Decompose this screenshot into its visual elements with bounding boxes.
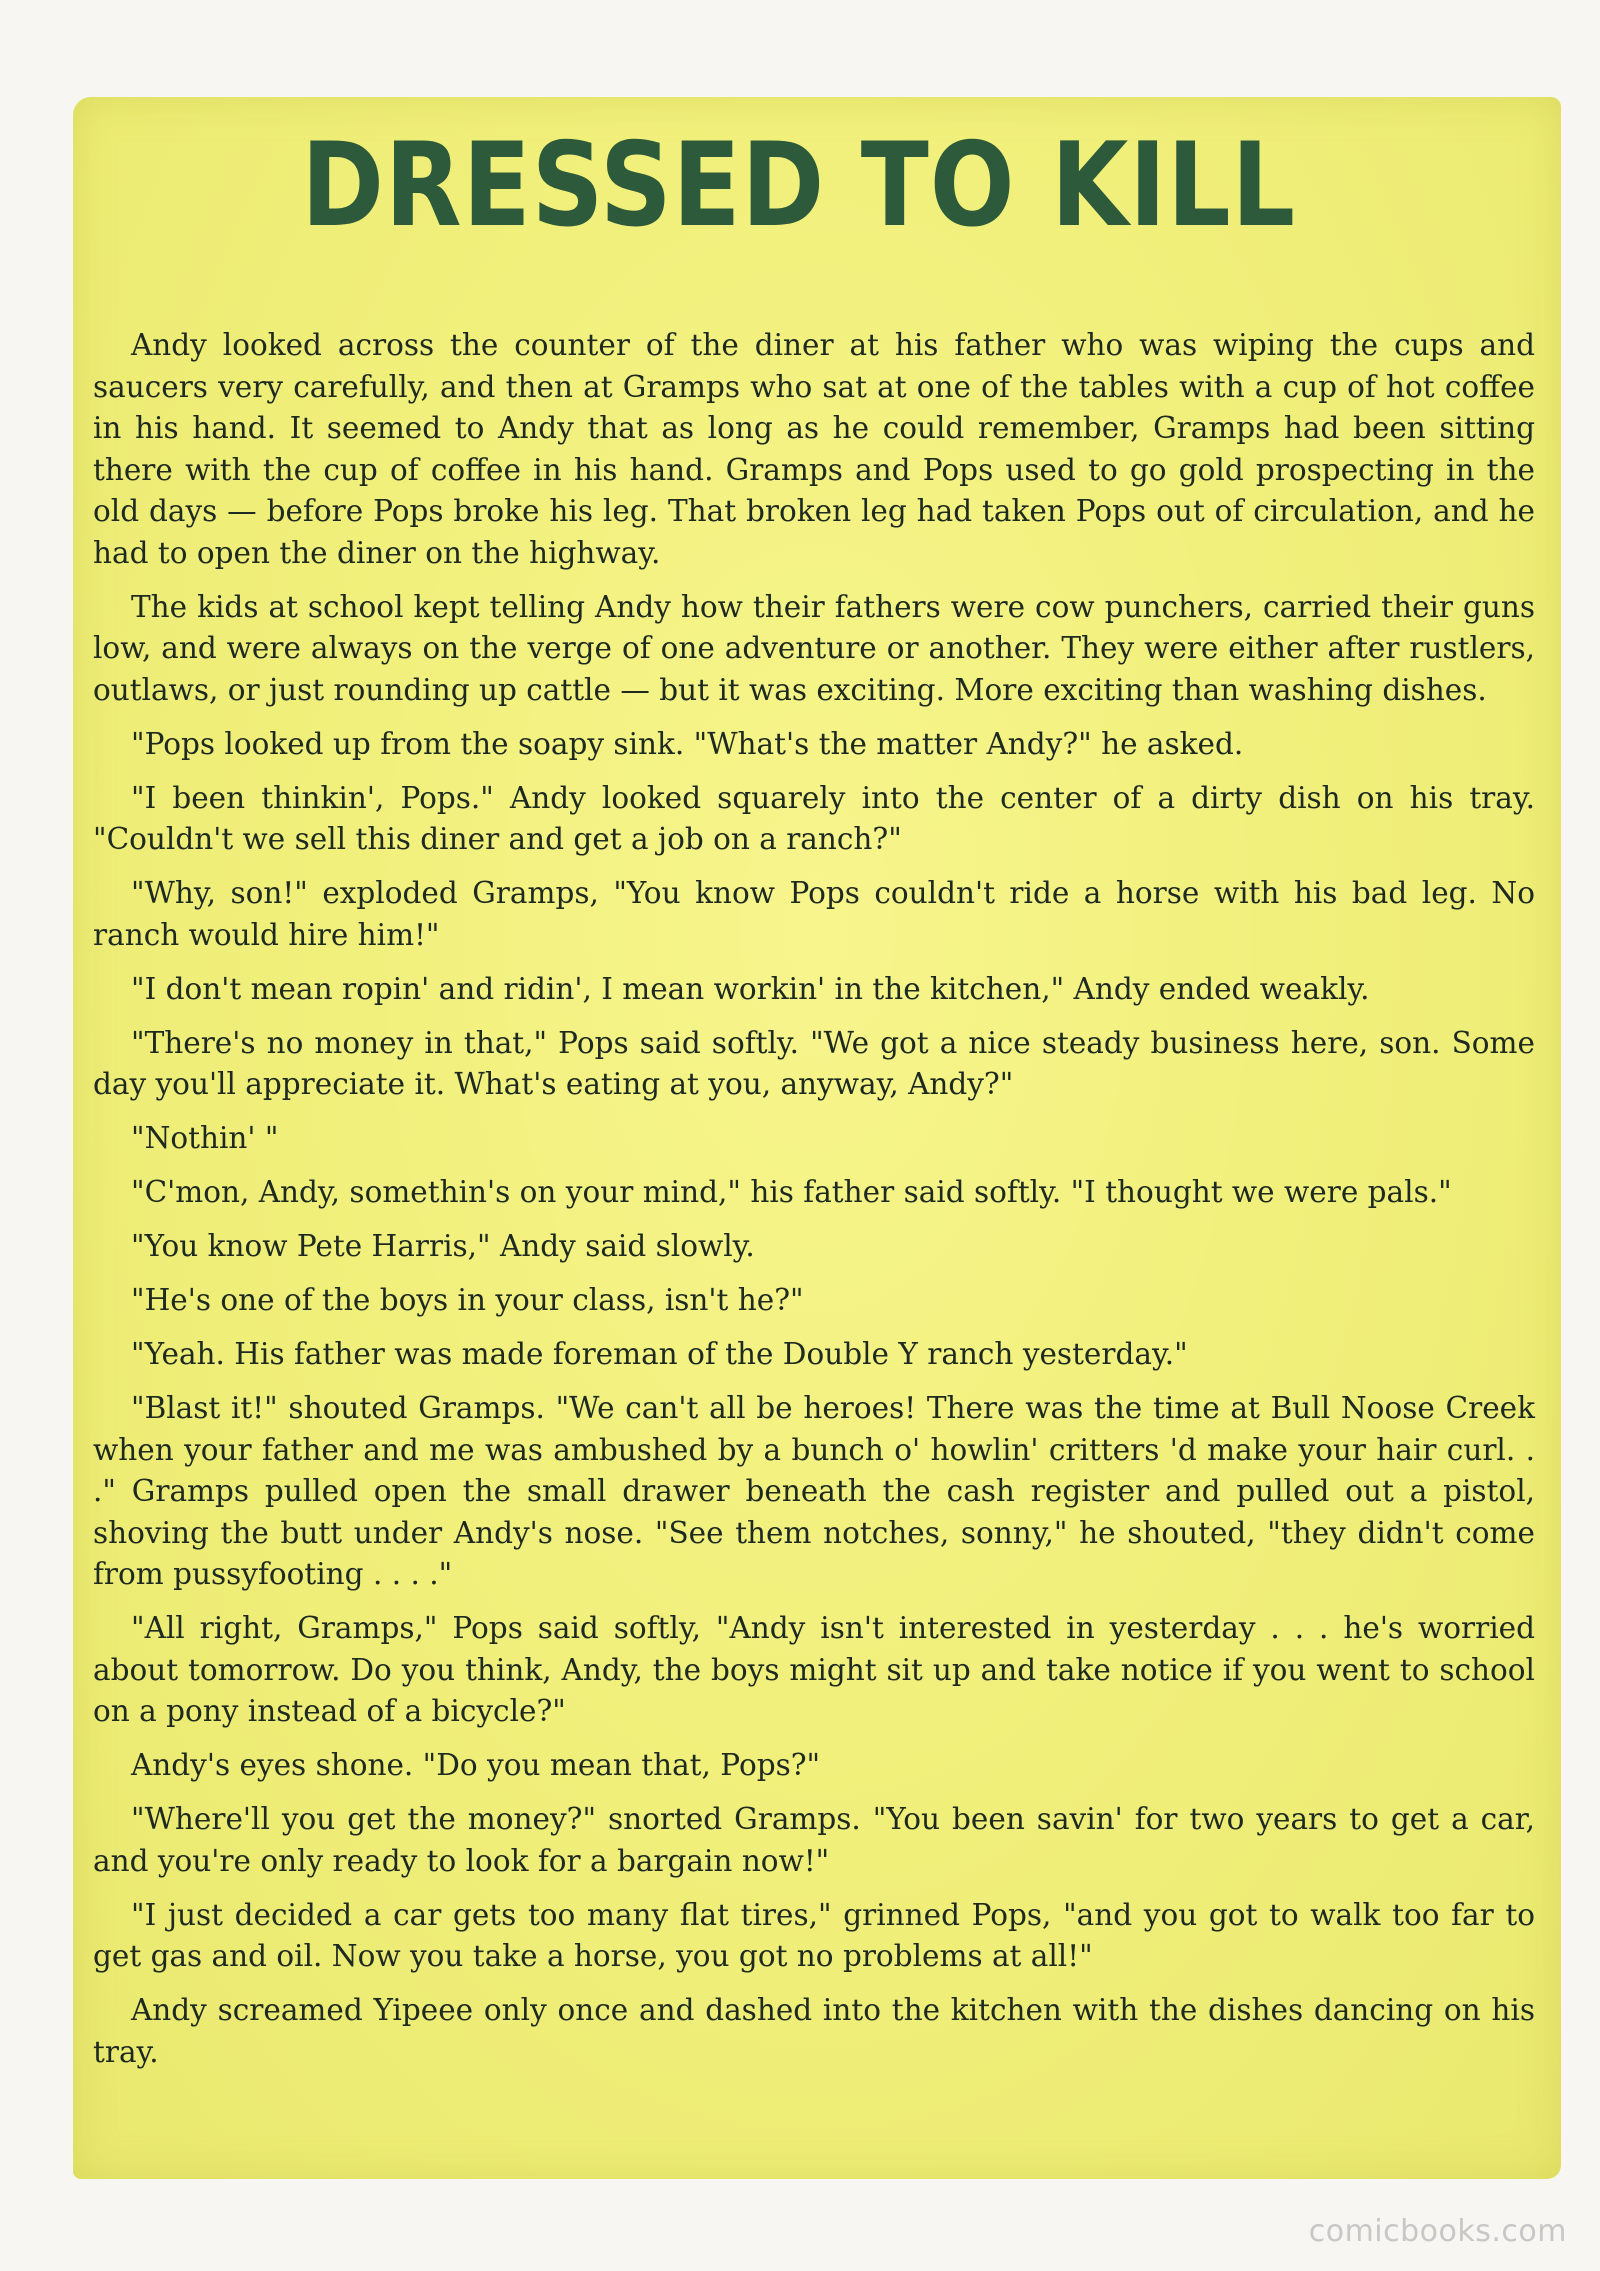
story-title: DRESSED TO KILL: [301, 118, 1296, 253]
paragraph-15: Andy's eyes shone. "Do you mean that, Pops?": [131, 1748, 821, 1782]
paragraph-17: "I just decided a car gets too many flat tires," grinned Pops, "and you got to walk too far to get gas and oil. Now you take a horse, you got no problems at all!": [93, 1897, 1535, 1973]
paragraph-12: "Yeah. His father was made foreman of the Double Y ranch yesterday.": [131, 1337, 1188, 1371]
paragraph-9: "C'mon, Andy, somethin's on your mind," his father said softly. "I thought we were pals.": [131, 1175, 1452, 1209]
paragraph-14: "All right, Gramps," Pops said softly, "Andy isn't interested in yesterday . . . he's worried about tomorrow. Do you think, Andy, the boys might sit up and take notice if you went to school on a pony instead of a bicycle?": [93, 1611, 1535, 1728]
paragraph-2: The kids at school kept telling Andy how their fathers were cow punchers, carried their guns low, and were always on the verge of one adventure or another. They were either after rustlers, outlaws, or just rounding up cattle — but it was exciting. More exciting than washing dishes.: [93, 589, 1535, 707]
paragraph-8: "Nothin' ": [131, 1121, 279, 1155]
paragraph-13: "Blast it!" shouted Gramps. "We can't all be heroes! There was the time at Bull Noose Creek when your father and me was ambushed by a bunch o' howlin' critters 'd make your hair curl. . ." Gramps pulled open the small drawer beneath the cash register and pulled out a pistol, shoving the butt under Andy's nose. "See them notches, sonny," he shouted, "they didn't come from pussyfooting . . . .": [93, 1391, 1535, 1591]
paragraph-4: "I been thinkin', Pops." Andy looked squarely into the center of a dirty dish on his tray. "Couldn't we sell this diner and get a job on a ranch?": [93, 780, 1535, 856]
paragraph-10: "You know Pete Harris," Andy said slowly.: [131, 1229, 755, 1263]
story-body: [93, 325, 1535, 2086]
paragraph-5: "Why, son!" exploded Gramps, "You know Pops couldn't ride a horse with his bad leg. No ranch would hire him!": [93, 876, 1535, 952]
paragraph-1: Andy looked across the counter of the diner at his father who was wiping the cups and saucers very carefully, and then at Gramps who sat at one of the tables with a cup of hot coffee in his hand. It seemed to Andy that as long as he could remember, Gramps had been sitting there with the cup of coffee in his hand. Gramps and Pops used to go gold prospecting in the old days — before Pops broke his leg. That broken leg had taken Pops out of circulation, and he had to open the diner on the highway.: [93, 328, 1535, 570]
paragraph-7: "There's no money in that," Pops said softly. "We got a nice steady business here, son. Some day you'll appreciate it. What's eating at you, anyway, Andy?": [93, 1025, 1535, 1101]
watermark: comicbooks.com: [1308, 2214, 1567, 2249]
paragraph-6: "I don't mean ropin' and ridin', I mean workin' in the kitchen," Andy ended weakly.: [131, 971, 1370, 1006]
paragraph-18: Andy screamed Yipeee only once and dashed into the kitchen with the dishes dancing on his tray.: [93, 1993, 1535, 2069]
paragraph-3: "Pops looked up from the soapy sink. "What's the matter Andy?" he asked.: [131, 726, 1244, 761]
paragraph-16: "Where'll you get the money?" snorted Gramps. "You been savin' for two years to get a car, and you're only ready to look for a bargain now!": [93, 1802, 1535, 1878]
paragraph-11: "He's one of the boys in your class, isn't he?": [131, 1283, 804, 1317]
